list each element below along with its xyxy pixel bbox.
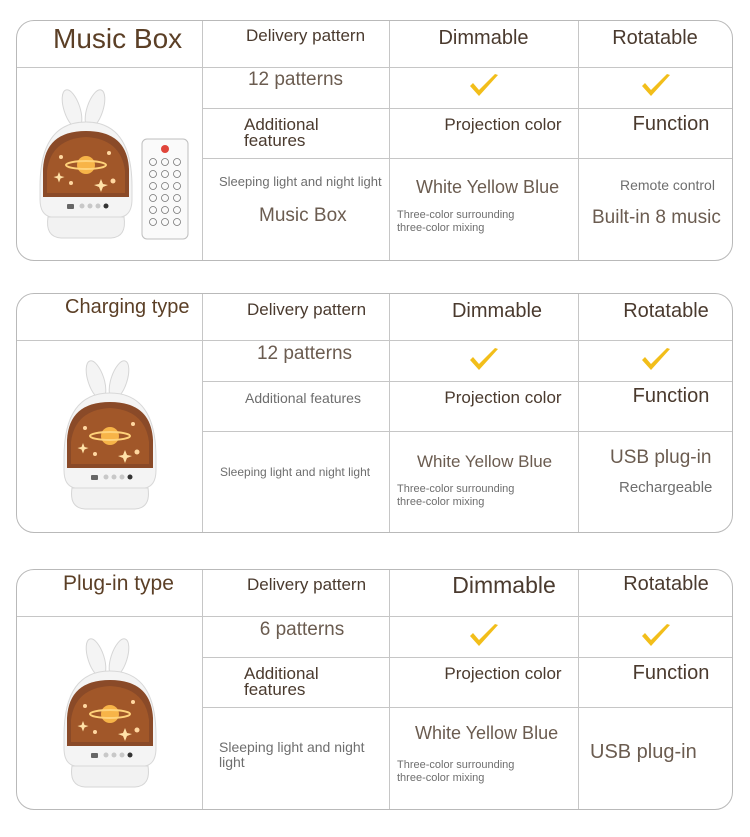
function-value-usb: USB plug-in [610, 447, 712, 468]
divider [202, 431, 732, 432]
delivery-pattern-header: Delivery pattern [246, 26, 366, 45]
additional-features-label: Additional features [244, 664, 319, 699]
projection-color-label: Projection color [444, 388, 562, 407]
projection-colors-value: White Yellow Blue [415, 723, 559, 743]
divider [202, 158, 732, 159]
features-value: Sleeping light and night light [219, 174, 382, 189]
remote-control-image [141, 138, 189, 240]
function-value-rechargeable: Rechargeable [619, 479, 713, 496]
projection-color-label: Projection color [444, 115, 562, 134]
additional-features-label: Additional features [244, 115, 319, 150]
plug-in-type-panel [16, 569, 733, 810]
divider [202, 570, 203, 809]
mixing-note-line2: three-color mixing [397, 772, 485, 784]
mixing-note-line1: Three-color surrounding [397, 209, 515, 221]
panel-title: Music Box [53, 23, 183, 54]
delivery-pattern-header: Delivery pattern [247, 575, 367, 594]
panel-title: Charging type [65, 296, 190, 318]
divider [202, 707, 732, 708]
rotatable-check-icon [639, 621, 673, 651]
mixing-note-line1: Three-color surrounding [397, 759, 515, 771]
rotatable-header: Rotatable [623, 573, 709, 595]
divider [17, 340, 732, 341]
mixing-note-line2: three-color mixing [397, 496, 485, 508]
function-value-usb: USB plug-in [590, 741, 697, 763]
divider [202, 21, 203, 260]
divider [578, 21, 579, 260]
divider [202, 657, 732, 658]
mixing-note-line1: Three-color surrounding [397, 483, 515, 495]
rotatable-check-icon [639, 71, 673, 101]
divider [17, 616, 732, 617]
patterns-value: 6 patterns [259, 619, 345, 640]
projection-colors-value: White Yellow Blue [416, 177, 560, 197]
divider [578, 294, 579, 532]
divider [389, 21, 390, 260]
divider [578, 570, 579, 809]
features-value: Sleeping light and night light [220, 465, 371, 479]
divider [202, 381, 732, 382]
music-box-feature: Music Box [259, 205, 347, 226]
function-label: Function [632, 385, 710, 407]
delivery-pattern-header: Delivery pattern [247, 300, 367, 319]
dimmable-header: Dimmable [438, 27, 529, 49]
dimmable-check-icon [467, 71, 501, 101]
rotatable-header: Rotatable [623, 300, 709, 322]
divider [389, 294, 390, 532]
panel-title: Plug-in type [63, 572, 174, 595]
projection-colors-value: White Yellow Blue [417, 452, 553, 471]
bunny-lamp-image [55, 358, 165, 518]
bunny-lamp-image [55, 636, 165, 796]
rotatable-check-icon [639, 345, 673, 375]
additional-features-label: Additional features [245, 390, 361, 406]
dimmable-check-icon [467, 621, 501, 651]
charging-type-panel [16, 293, 733, 533]
function-value-music: Built-in 8 music [592, 207, 721, 228]
divider [202, 294, 203, 532]
function-label: Function [632, 662, 710, 684]
function-label: Function [632, 113, 710, 135]
patterns-value: 12 patterns [256, 343, 353, 364]
features-value: Sleeping light and night light [219, 739, 365, 770]
function-value-remote: Remote control [620, 177, 715, 193]
music-box-panel [16, 20, 733, 261]
dimmable-header: Dimmable [452, 572, 556, 598]
divider [202, 108, 732, 109]
dimmable-check-icon [467, 345, 501, 375]
divider [17, 67, 732, 68]
divider [389, 570, 390, 809]
dimmable-header: Dimmable [451, 300, 543, 322]
bunny-lamp-image [31, 87, 141, 247]
projection-color-label: Projection color [444, 664, 562, 683]
mixing-note-line2: three-color mixing [397, 222, 485, 234]
patterns-value: 12 patterns [247, 69, 344, 90]
rotatable-header: Rotatable [612, 27, 698, 49]
